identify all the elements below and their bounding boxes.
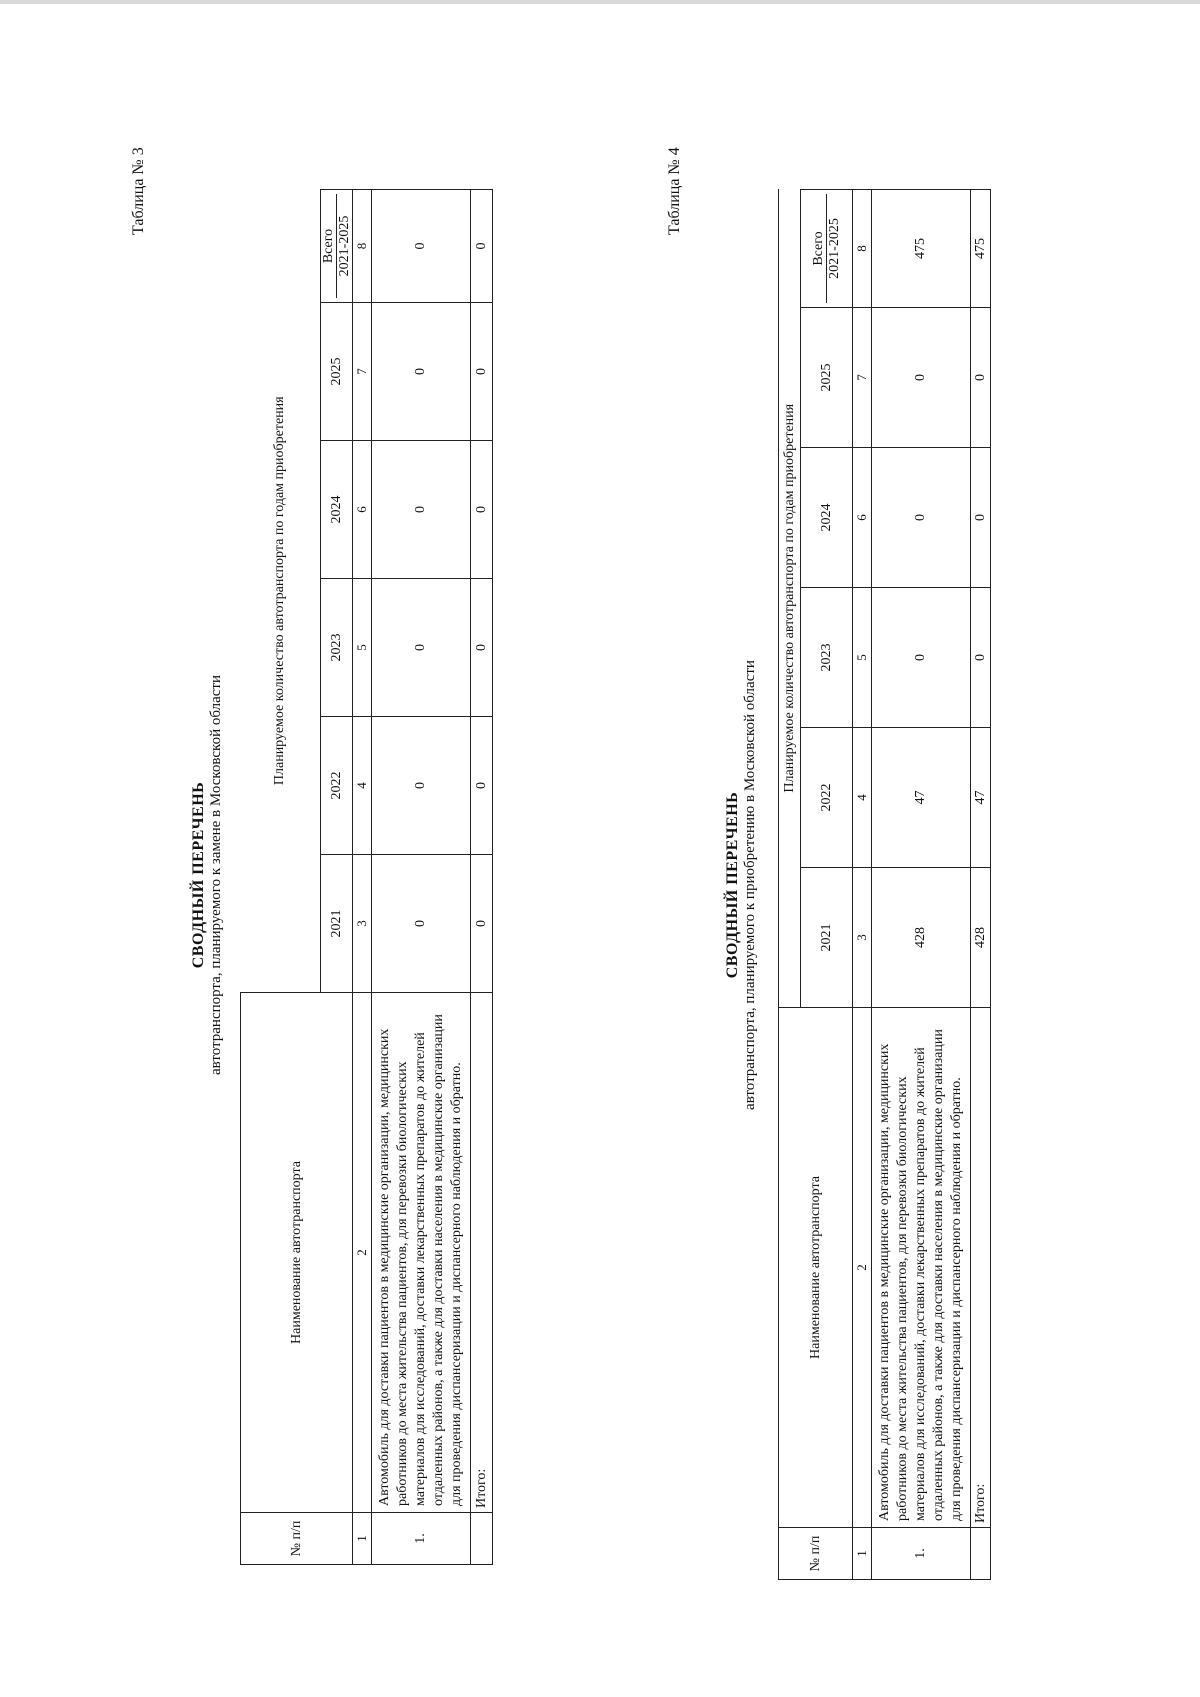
col-header-total-range: 2021-2025 <box>826 194 842 303</box>
row-value-2025: 0 <box>372 303 471 441</box>
total-value-all: 0 <box>471 190 493 303</box>
col-header-2021: 2021 <box>321 855 353 993</box>
col-number-1: 1 <box>353 1513 372 1565</box>
total-row <box>971 190 991 1580</box>
row-value-2021: 428 <box>872 868 971 1008</box>
table3-heading <box>190 125 225 1625</box>
col-header-planned-group: Планируемое количество автотранспорта по годам приобретения <box>779 190 801 1008</box>
row-value-2024: 0 <box>372 441 471 579</box>
table4-number: Таблица № 4 <box>666 147 683 235</box>
col-header-2023: 2023 <box>801 588 853 728</box>
col-header-2024: 2024 <box>801 448 853 588</box>
row-value-2024: 0 <box>872 448 971 588</box>
row-vehicle-name: Автомобиль для доставки пациентов в медицинские организации, медицинских работников до места жительства пациентов, для перевозки биологических материалов для исследований, доставки лекарственных препаратов до жителей отдаленных районов, а также для доставки населения в медицинские организации для проведения диспансеризации и диспансерного наблюдения и обратно. <box>872 1008 971 1528</box>
col-header-total <box>321 190 353 303</box>
total-value-2022: 0 <box>471 717 493 855</box>
col-header-name: Наименование автотранспорта <box>779 1008 853 1528</box>
total-value-all: 475 <box>971 190 991 308</box>
scan-top-edge <box>0 0 1200 4</box>
col-header-name: Наименование автотранспорта <box>241 993 353 1513</box>
table4-subtitle: автотранспорта, планируемого к приобретению в Московской области <box>742 660 758 1110</box>
total-value-2023: 0 <box>971 588 991 728</box>
col-number-5: 5 <box>353 579 372 717</box>
total-label: Итого: <box>971 1008 991 1528</box>
col-number-2: 2 <box>353 993 372 1513</box>
col-number-3: 3 <box>853 868 872 1008</box>
total-label: Итого: <box>471 993 493 1513</box>
table3-title: СВОДНЫЙ ПЕРЕЧЕНЬ <box>190 781 207 969</box>
table4 <box>778 189 991 1580</box>
col-header-2021: 2021 <box>801 868 853 1008</box>
row-value-total: 0 <box>372 190 471 303</box>
row-value-2022: 0 <box>372 717 471 855</box>
col-number-6: 6 <box>853 448 872 588</box>
table4-heading <box>724 135 759 1635</box>
col-header-2025: 2025 <box>321 303 353 441</box>
col-number-3: 3 <box>353 855 372 993</box>
total-value-2024: 0 <box>471 441 493 579</box>
total-value-2021: 428 <box>971 868 991 1008</box>
table3-number: Таблица № 3 <box>130 147 147 235</box>
col-header-total <box>801 190 853 308</box>
col-header-total-range: 2021-2025 <box>336 194 352 298</box>
total-value-2025: 0 <box>471 303 493 441</box>
row-no: 1. <box>872 1528 971 1580</box>
row-value-2022: 47 <box>872 728 971 868</box>
col-number-6: 6 <box>353 441 372 579</box>
col-number-2: 2 <box>853 1008 872 1528</box>
column-number-row <box>353 190 372 1565</box>
col-header-total-label: Всего <box>811 231 826 266</box>
total-value-2022: 47 <box>971 728 991 868</box>
col-header-2023: 2023 <box>321 579 353 717</box>
row-value-2023: 0 <box>372 579 471 717</box>
table4-title: СВОДНЫЙ ПЕРЕЧЕНЬ <box>724 791 741 979</box>
total-row <box>471 190 493 1565</box>
col-header-no: № п/п <box>241 1513 353 1565</box>
col-header-2025: 2025 <box>801 308 853 448</box>
total-value-2023: 0 <box>471 579 493 717</box>
row-value-2021: 0 <box>372 855 471 993</box>
total-value-2021: 0 <box>471 855 493 993</box>
table3-subtitle: автотранспорта, планируемого к замене в Московской области <box>208 675 224 1075</box>
col-number-4: 4 <box>853 728 872 868</box>
table-row <box>872 190 971 1580</box>
col-number-7: 7 <box>853 308 872 448</box>
col-header-2022: 2022 <box>801 728 853 868</box>
col-number-4: 4 <box>353 717 372 855</box>
col-header-total-label: Всего <box>321 228 336 264</box>
row-vehicle-name: Автомобиль для доставки пациентов в медицинские организации, медицинских работников до места жительства пациентов, для перевозки биологических материалов для исследований, доставки лекарственных препаратов до жителей отдаленных районов, а также для доставки населения в медицинские организации для проведения диспансеризации и диспансерного наблюдения и обратно. <box>372 993 471 1513</box>
col-number-5: 5 <box>853 588 872 728</box>
total-row-no-cell <box>471 1513 493 1565</box>
row-value-2023: 0 <box>872 588 971 728</box>
col-number-8: 8 <box>353 190 372 303</box>
col-header-no: № п/п <box>779 1528 853 1580</box>
table3 <box>240 189 493 1565</box>
col-header-planned-group: Планируемое количество автотранспорта по годам приобретения <box>241 190 321 993</box>
col-header-2024: 2024 <box>321 441 353 579</box>
total-value-2025: 0 <box>971 308 991 448</box>
total-value-2024: 0 <box>971 448 991 588</box>
col-number-8: 8 <box>853 190 872 308</box>
col-number-7: 7 <box>353 303 372 441</box>
row-value-2025: 0 <box>872 308 971 448</box>
column-number-row <box>853 190 872 1580</box>
table-row <box>372 190 471 1565</box>
col-number-1: 1 <box>853 1528 872 1580</box>
row-value-total: 475 <box>872 190 971 308</box>
col-header-2022: 2022 <box>321 717 353 855</box>
total-row-no-cell <box>971 1528 991 1580</box>
row-no: 1. <box>372 1513 471 1565</box>
